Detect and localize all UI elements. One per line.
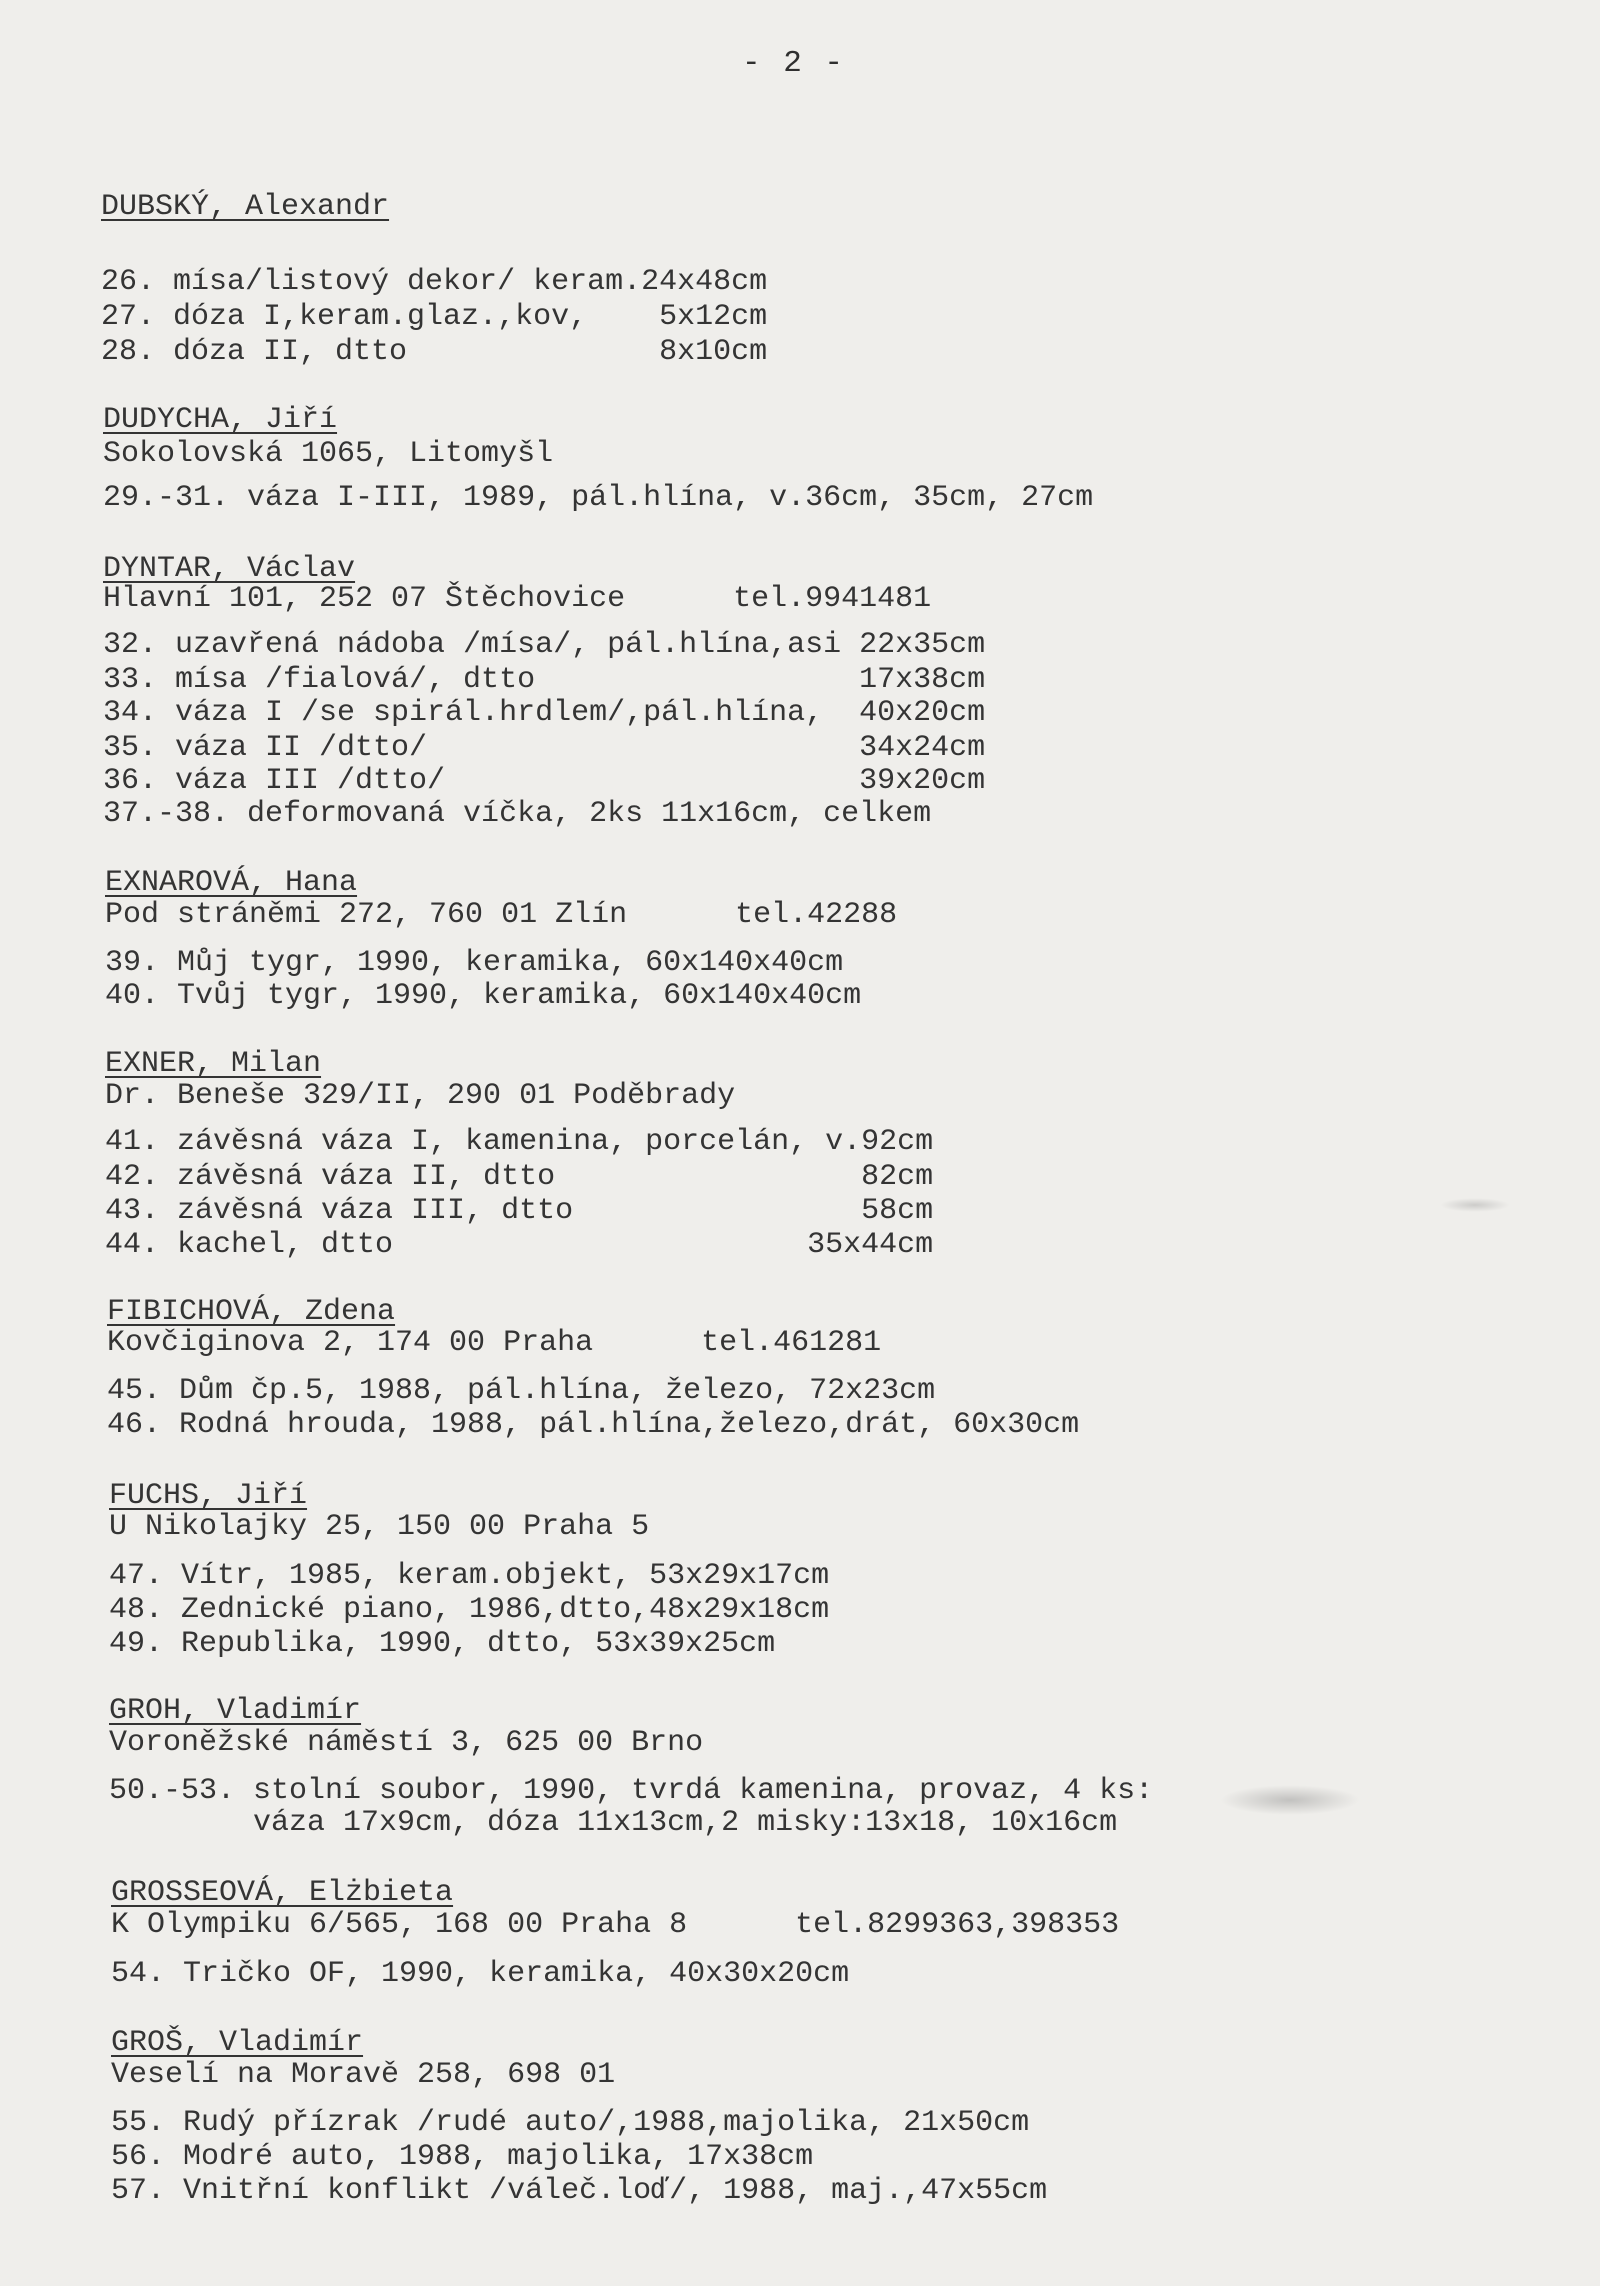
catalog-entry: 45. Dům čp.5, 1988, pál.hlína, železo, 72x23cm xyxy=(107,1374,936,1408)
catalog-entry-continuation: váza 17x9cm, dóza 11x13cm,2 misky:13x18, 10x16cm xyxy=(109,1806,1118,1840)
catalog-entry: 44. kachel, dtto 35x44cm xyxy=(105,1228,934,1262)
catalog-entry: 37.-38. deformovaná víčka, 2ks 11x16cm, celkem xyxy=(103,797,932,831)
catalog-entry: 29.-31. váza I-III, 1989, pál.hlína, v.36cm, 35cm, 27cm xyxy=(103,481,1094,515)
page-number: - 2 - xyxy=(742,46,846,81)
catalog-entry: 42. závěsná váza II, dtto 82cm xyxy=(105,1160,934,1194)
artist-address: Kovčiginova 2, 174 00 Praha tel.461281 xyxy=(107,1326,882,1360)
catalog-entry: 54. Tričko OF, 1990, keramika, 40x30x20cm xyxy=(111,1957,850,1991)
catalog-entry: 49. Republika, 1990, dtto, 53x39x25cm xyxy=(109,1627,776,1661)
artist-name: DUBSKÝ, Alexandr xyxy=(101,190,390,224)
catalog-entry: 27. dóza I,keram.glaz.,kov, 5x12cm xyxy=(101,300,768,334)
artist-name: GROSSEOVÁ, Elżbieta xyxy=(111,1876,454,1910)
artist-address: Hlavní 101, 252 07 Štěchovice tel.9941481 xyxy=(103,582,932,616)
catalog-entry: 46. Rodná hrouda, 1988, pál.hlína,železo,drát, 60x30cm xyxy=(107,1408,1080,1442)
catalog-entry: 28. dóza II, dtto 8x10cm xyxy=(101,335,768,369)
artist-name: DYNTAR, Václav xyxy=(103,552,356,586)
artist-address: Dr. Beneše 329/II, 290 01 Poděbrady xyxy=(105,1079,736,1113)
catalog-entry: 55. Rudý přízrak /rudé auto/,1988,majolika, 21x50cm xyxy=(111,2106,1030,2140)
catalog-entry: 39. Můj tygr, 1990, keramika, 60x140x40cm xyxy=(105,946,844,980)
catalog-entry: 32. uzavřená nádoba /mísa/, pál.hlína,asi 22x35cm xyxy=(103,628,986,662)
catalog-entry: 33. mísa /fialová/, dtto 17x38cm xyxy=(103,663,986,697)
artist-address: Pod stráněmi 272, 760 01 Zlín tel.42288 xyxy=(105,898,898,932)
artist-name: GROŠ, Vladimír xyxy=(111,2026,364,2060)
catalog-entry: 57. Vnitřní konflikt /váleč.loď/, 1988, maj.,47x55cm xyxy=(111,2174,1048,2208)
catalog-entry: 43. závěsná váza III, dtto 58cm xyxy=(105,1194,934,1228)
artist-name: DUDYCHA, Jiří xyxy=(103,403,338,437)
artist-name: FIBICHOVÁ, Zdena xyxy=(107,1295,396,1329)
catalog-entry: 41. závěsná váza I, kamenina, porcelán, v.92cm xyxy=(105,1125,934,1159)
artist-address: K Olympiku 6/565, 168 00 Praha 8 tel.8299363,398353 xyxy=(111,1908,1120,1942)
artist-name: FUCHS, Jiří xyxy=(109,1479,308,1513)
catalog-entry: 35. váza II /dtto/ 34x24cm xyxy=(103,731,986,765)
catalog-entry: 50.-53. stolní soubor, 1990, tvrdá kamenina, provaz, 4 ks: xyxy=(109,1774,1154,1808)
catalog-entry: 36. váza III /dtto/ 39x20cm xyxy=(103,764,986,798)
artist-address: U Nikolajky 25, 150 00 Praha 5 xyxy=(109,1510,650,1544)
artist-address: Voroněžské náměstí 3, 625 00 Brno xyxy=(109,1726,704,1760)
artist-address: Veselí na Moravě 258, 698 01 xyxy=(111,2058,616,2092)
ink-smudge xyxy=(1220,1785,1360,1815)
catalog-entry: 56. Modré auto, 1988, majolika, 17x38cm xyxy=(111,2140,814,2174)
catalog-entry: 26. mísa/listový dekor/ keram.24x48cm xyxy=(101,265,768,299)
artist-name: EXNER, Milan xyxy=(105,1047,322,1081)
artist-name: EXNAROVÁ, Hana xyxy=(105,866,358,900)
paper-speck xyxy=(1440,1198,1510,1212)
catalog-entry: 34. váza I /se spirál.hrdlem/,pál.hlína, 40x20cm xyxy=(103,696,986,730)
catalog-entry: 48. Zednické piano, 1986,dtto,48x29x18cm xyxy=(109,1593,830,1627)
catalog-entry: 40. Tvůj tygr, 1990, keramika, 60x140x40cm xyxy=(105,979,862,1013)
artist-name: GROH, Vladimír xyxy=(109,1694,362,1728)
catalog-entry: 47. Vítr, 1985, keram.objekt, 53x29x17cm xyxy=(109,1559,830,1593)
artist-address: Sokolovská 1065, Litomyšl xyxy=(103,437,554,471)
